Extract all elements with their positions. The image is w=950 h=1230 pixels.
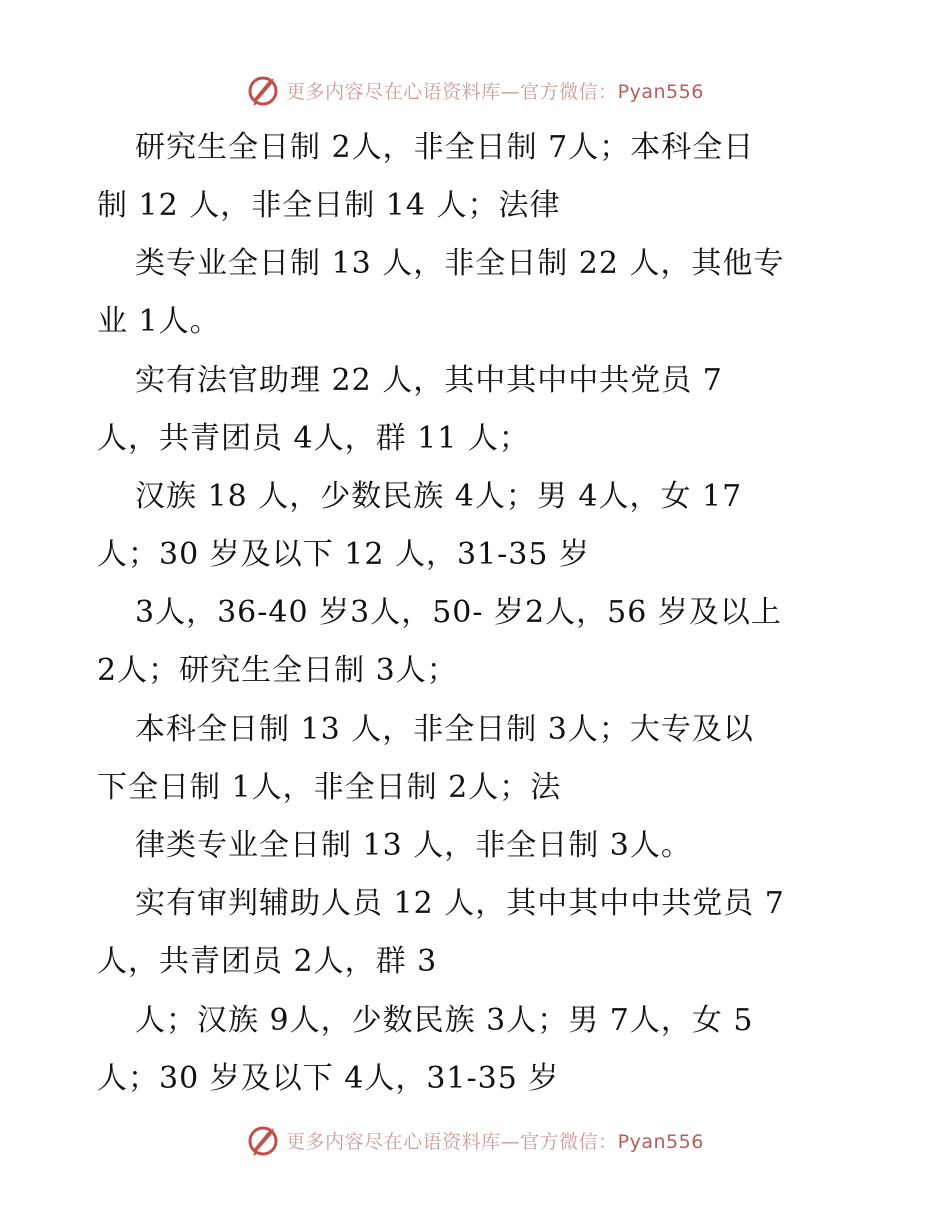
text-line: 类专业全日制 13 人，非全日制 22 人，其他专 — [135, 246, 785, 281]
text-line: 2人；研究生全日制 3人； — [97, 653, 458, 688]
text-line: 人，共青团员 2人，群 3 — [97, 944, 438, 979]
header-watermark — [0, 70, 950, 110]
text-line: 汉族 18 人，少数民族 4人；男 4人，女 17 — [135, 479, 743, 514]
text-line: 下全日制 1人，非全日制 2人；法 — [97, 770, 562, 805]
text-line: 人，共青团员 4人，群 11 人； — [97, 421, 530, 456]
text-line: 律类专业全日制 13 人，非全日制 3人。 — [135, 828, 692, 863]
watermark-text: 更多内容尽在心语资料库—官方微信：Pyan556 — [286, 80, 704, 103]
pen-logo-icon — [246, 1122, 282, 1158]
text-line: 人；30 岁及以下 4人，31-35 岁 — [97, 1061, 560, 1096]
text-line: 3人，36-40 岁3人，50- 岁2人，56 岁及以上 — [135, 595, 782, 630]
text-line: 人；汉族 9人，少数民族 3人；男 7人，女 5 — [135, 1003, 754, 1038]
text-line: 研究生全日制 2人，非全日制 7人；本科全日 — [135, 130, 755, 165]
text-line: 实有审判辅助人员 12 人，其中其中中共党员 7 — [135, 886, 785, 921]
text-line: 人；30 岁及以下 12 人，31-35 岁 — [97, 537, 590, 572]
text-line: 本科全日制 13 人，非全日制 3人；大专及以 — [135, 712, 754, 747]
text-line: 制 12 人，非全日制 14 人；法律 — [97, 188, 561, 223]
text-line: 业 1人。 — [97, 304, 221, 339]
footer-watermark — [0, 1120, 950, 1160]
watermark-handle: Pyan556 — [617, 80, 704, 103]
pen-logo-icon — [246, 72, 282, 108]
text-line: 实有法官助理 22 人，其中其中中共党员 7 — [135, 363, 723, 398]
watermark-text: 更多内容尽在心语资料库—官方微信：Pyan556 — [286, 1130, 704, 1153]
watermark-handle: Pyan556 — [617, 1130, 704, 1153]
